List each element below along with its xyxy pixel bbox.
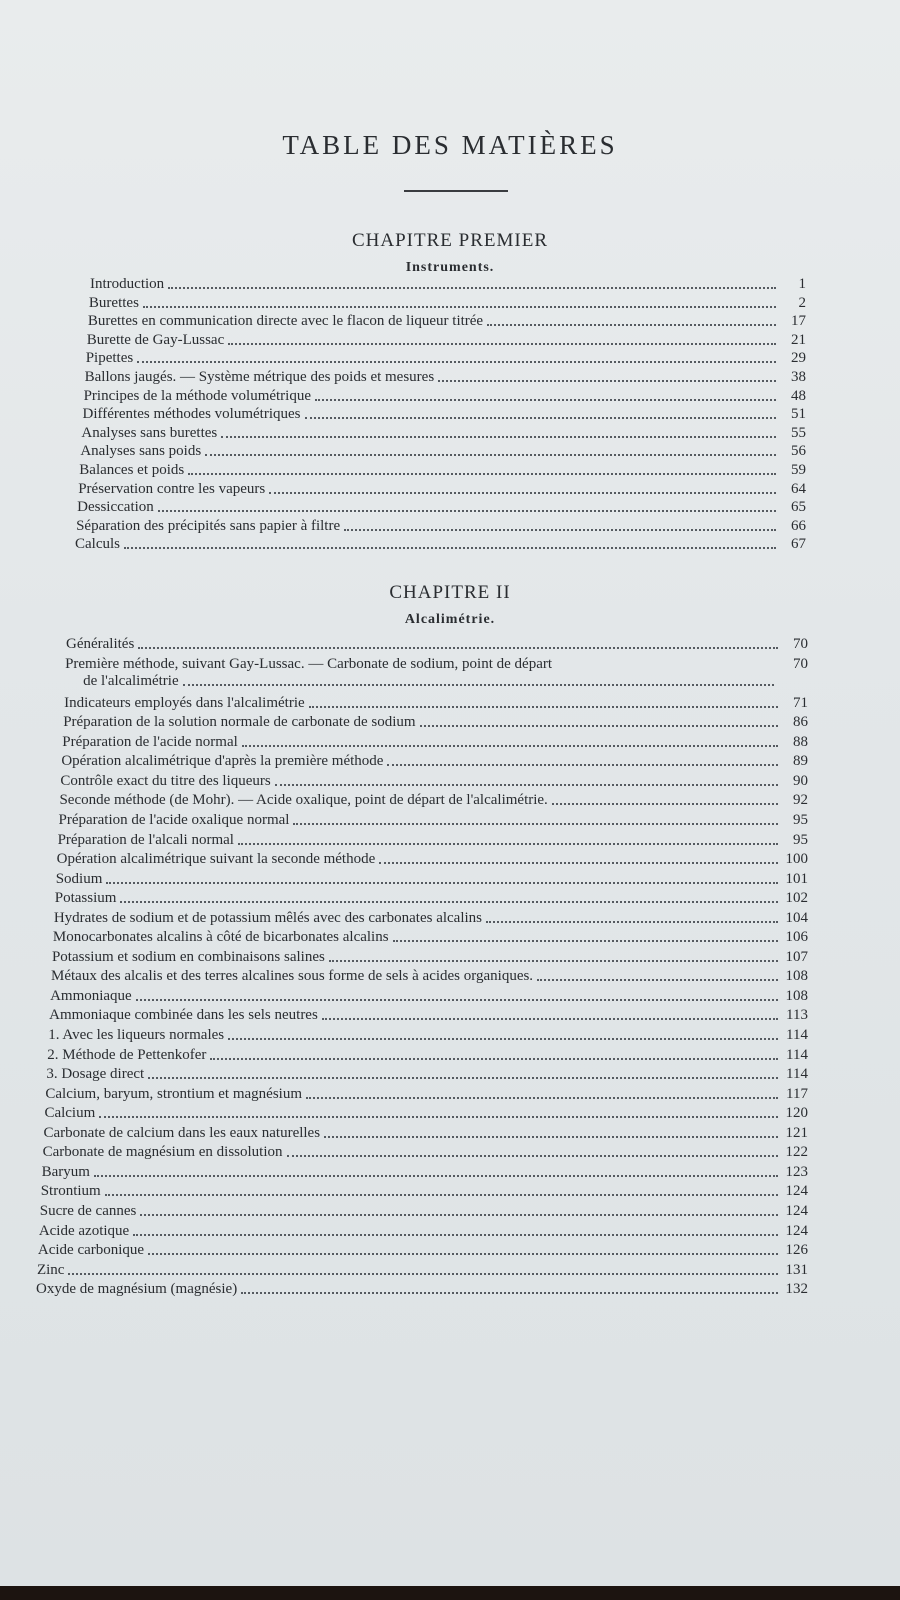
dot-leader (168, 287, 776, 289)
chapter-1-heading: CHAPITRE PREMIER (352, 230, 548, 251)
toc-entry-title: Préparation de l'acide normal (62, 733, 238, 750)
toc-entry-title: Burettes en communication directe avec le flacon de liqueur titrée (87, 313, 484, 330)
toc-page-number: 114 (786, 1066, 808, 1083)
toc-entry-title: Seconde méthode (de Mohr). — Acide oxalique, point de départ de l'alcalimétrie. (59, 792, 548, 809)
toc-entry-title: Première méthode, suivant Gay-Lussac. — Carbonate de sodium, point de départ (65, 655, 553, 672)
toc-entry (40, 1203, 808, 1220)
dot-leader (183, 684, 774, 686)
toc-entry (83, 406, 807, 423)
toc-page-number: 48 (790, 387, 806, 404)
dot-leader (387, 764, 778, 766)
toc-entry (48, 1027, 808, 1044)
toc-page-number: 92 (793, 792, 808, 809)
toc-entry-title: 1. Avec les liqueurs normales (48, 1027, 225, 1043)
toc-page-number: 106 (785, 929, 808, 946)
toc-entry-title: Généralités (66, 636, 135, 652)
toc-page-number: 59 (790, 462, 806, 478)
toc-page-number: 64 (790, 480, 806, 497)
toc-entry-title: Potassium (54, 890, 117, 907)
toc-page-number: 89 (793, 753, 808, 770)
toc-entry-title: Ammoniaque (50, 987, 132, 1004)
dot-leader (315, 399, 776, 401)
toc-entry (37, 1262, 808, 1279)
dot-leader (158, 510, 776, 512)
toc-entry (84, 388, 806, 405)
dot-leader (148, 1253, 778, 1255)
toc-entry (59, 792, 808, 809)
dot-leader (305, 417, 777, 419)
toc-entry (63, 714, 808, 731)
toc-entry-title: Acide carbonique (37, 1242, 145, 1259)
toc-entry-title: Contrôle exact du titre des liqueurs (60, 772, 271, 789)
toc-entry (39, 1223, 808, 1240)
toc-entry (77, 499, 806, 516)
dot-leader (228, 343, 776, 345)
dot-leader (148, 1077, 778, 1079)
dot-leader (205, 454, 776, 456)
toc-entry (76, 518, 806, 535)
dot-leader (329, 960, 778, 962)
toc-page-number: 108 (785, 968, 808, 985)
toc-entry-title: Zinc (36, 1261, 65, 1278)
dot-leader (137, 361, 776, 363)
toc-entry (88, 313, 806, 330)
toc-entry (50, 988, 808, 1005)
toc-page-number: 120 (785, 1105, 808, 1122)
toc-page-number: 70 (793, 636, 808, 652)
toc-page-number: 90 (793, 772, 808, 789)
chapter-2-subheading: Alcalimétrie. (404, 612, 496, 627)
dot-leader (138, 647, 778, 649)
dot-leader (275, 784, 778, 786)
toc-entry (61, 753, 808, 770)
dot-leader (99, 1116, 778, 1118)
toc-entry (44, 1105, 808, 1122)
page-title: TABLE DES MATIÈRES (282, 130, 618, 160)
toc-page-number: 114 (786, 1046, 808, 1063)
dot-leader (379, 862, 778, 864)
toc-entry-title: Pipettes (85, 350, 134, 367)
toc-entry-title: Burette de Gay-Lussac (86, 331, 225, 348)
dot-leader (420, 725, 778, 727)
toc-entry-title: Calcium (44, 1105, 96, 1122)
toc-entry-title: Hydrates de sodium et de potassium mêlés avec des carbonates alcalins (53, 909, 483, 926)
toc-entry-title: Sodium (55, 870, 103, 887)
dot-leader (136, 999, 778, 1001)
toc-page-number: 113 (786, 1007, 808, 1024)
toc-page-number: 124 (785, 1183, 808, 1200)
toc-entry-title: Ballons jaugés. — Système métrique des poids et mesures (84, 369, 435, 385)
toc-page-number: 117 (786, 1085, 808, 1102)
dot-leader (487, 324, 776, 326)
dot-leader (133, 1234, 778, 1236)
toc-entry (80, 443, 806, 460)
dot-leader (306, 1097, 778, 1099)
toc-page-number: 86 (793, 714, 808, 731)
toc-entry-title: Carbonate de calcium dans les eaux naturelles (43, 1124, 321, 1141)
dot-leader (241, 1292, 778, 1294)
toc-entry (60, 773, 808, 790)
toc-entry (52, 949, 808, 966)
dot-leader (94, 1175, 778, 1177)
toc-entry-title: Calculs (75, 536, 120, 553)
toc-page-number: 66 (790, 517, 806, 534)
toc-page-number: 71 (793, 694, 808, 711)
toc-entry-title: 2. Méthode de Pettenkofer (47, 1046, 207, 1063)
toc-entry-title: Potassium et sodium en combinaisons salines (51, 948, 325, 965)
toc-entry (87, 332, 806, 349)
toc-entry-title: Indicateurs employés dans l'alcalimétrie (64, 694, 305, 711)
toc-entry (64, 695, 808, 712)
toc-entry (55, 890, 808, 907)
dot-leader (188, 473, 776, 475)
toc-page-number: 132 (785, 1281, 808, 1298)
toc-entry-title: Séparation des précipités sans papier à filtre (76, 517, 341, 534)
toc-page-number: 123 (785, 1163, 808, 1180)
toc-entry-title: Monocarbonates alcalins à côté de bicarbonates alcalins (52, 929, 389, 946)
toc-page-number: 56 (790, 443, 806, 460)
toc-entry (46, 1066, 808, 1083)
chapter-2-heading: CHAPITRE II (389, 582, 511, 603)
toc-entry-title: Carbonate de magnésium en dissolution (42, 1144, 283, 1161)
dot-leader (287, 1155, 778, 1157)
toc-page-number: 29 (790, 350, 806, 367)
toc-entry (51, 968, 808, 985)
toc-page-number: 88 (793, 733, 808, 750)
toc-entry (79, 462, 806, 479)
toc-page-number: 114 (786, 1027, 808, 1043)
toc-page-number: 21 (790, 331, 806, 348)
dot-leader (293, 823, 778, 825)
toc-entry (89, 295, 806, 312)
toc-entry (45, 1086, 808, 1103)
toc-entry-title: Métaux des alcalis et des terres alcalines sous forme de sels à acides organiques. (51, 968, 534, 985)
toc-page-number: 65 (790, 499, 806, 516)
toc-page-number: 1 (798, 276, 806, 292)
toc-page-number: 122 (785, 1144, 808, 1161)
dot-leader (106, 882, 778, 884)
toc-entry-title: Baryum (41, 1163, 90, 1180)
toc-page-number: 108 (785, 987, 808, 1004)
toc-entry (75, 536, 806, 553)
toc-entry-title-continued: de l'alcalimétrie (83, 672, 179, 689)
toc-entry (78, 481, 806, 498)
toc-page-number: 102 (785, 890, 808, 907)
toc-entry-title: Différentes méthodes volumétriques (82, 406, 301, 423)
toc-entry (90, 276, 806, 293)
toc-page-number: 51 (791, 406, 806, 423)
toc-entry-title: Sucre de cannes (39, 1202, 137, 1219)
title-rule (404, 190, 508, 192)
toc-entry (42, 1164, 808, 1181)
toc-page-number: 124 (785, 1222, 808, 1239)
toc-entry-title: Analyses sans burettes (81, 424, 218, 441)
dot-leader (344, 529, 776, 531)
toc-entry-title: Préparation de la solution normale de carbonate de sodium (63, 714, 416, 731)
dot-leader (393, 940, 778, 942)
toc-entry (53, 929, 808, 946)
toc-entry (56, 871, 808, 888)
toc-entry-title: Burettes (88, 294, 139, 311)
toc-entry-title: Préparation de l'alcali normal (57, 831, 234, 848)
toc-page-number: 67 (791, 536, 806, 553)
toc-entry (43, 1144, 808, 1161)
dot-leader (322, 1018, 778, 1020)
dot-leader (68, 1273, 778, 1275)
toc-entry-title: Principes de la méthode volumétrique (83, 387, 312, 404)
toc-entry-title: Opération alcalimétrique suivant la seconde méthode (56, 851, 376, 868)
toc-entry (86, 350, 806, 367)
toc-entry (58, 832, 808, 849)
toc-entry (85, 369, 806, 386)
toc-page-number: 124 (785, 1202, 808, 1219)
dot-leader (242, 745, 778, 747)
toc-entry-title: Oxyde de magnésium (magnésie) (36, 1281, 238, 1298)
toc-entry-title: Préparation de l'acide oxalique normal (58, 811, 290, 828)
toc-entry (59, 812, 809, 829)
toc-page-number: 38 (790, 369, 806, 385)
toc-page-number: 95 (793, 811, 808, 828)
dot-leader (269, 492, 776, 494)
toc-entry (36, 1281, 808, 1298)
toc-page-number: 2 (798, 294, 806, 311)
toc-entry (49, 1007, 808, 1024)
toc-entry-title: Introduction (90, 276, 165, 292)
dot-leader (105, 1194, 778, 1196)
toc-page-number: 121 (785, 1124, 808, 1141)
toc-entry (44, 1125, 809, 1142)
toc-page-number: 104 (785, 909, 808, 926)
dot-leader (309, 706, 778, 708)
toc-entry-title: Analyses sans poids (80, 443, 202, 460)
dot-leader (140, 1214, 778, 1216)
toc-entry-title: Ammoniaque combinée dans les sels neutres (49, 1007, 318, 1024)
toc-entry-title: Opération alcalimétrique d'après la première méthode (61, 753, 384, 770)
toc-entry (66, 636, 808, 653)
dot-leader (228, 1038, 778, 1040)
toc-entry-title: Calcium, baryum, strontium et magnésium (45, 1085, 303, 1102)
toc-page-number: 100 (785, 851, 808, 868)
dot-leader (324, 1136, 778, 1138)
toc-entry (65, 656, 808, 690)
dot-leader (238, 843, 778, 845)
toc-page-number: 107 (785, 948, 808, 965)
toc-entry-title: Acide azotique (38, 1222, 130, 1239)
toc-page-number: 126 (785, 1242, 808, 1259)
toc-page-number: 95 (793, 831, 808, 848)
toc-page-number: 131 (785, 1261, 808, 1278)
toc-entry (81, 425, 806, 442)
toc-entry-title: Dessiccation (77, 499, 154, 516)
toc-entry (41, 1183, 808, 1200)
dot-leader (120, 901, 778, 903)
dot-leader (210, 1058, 778, 1060)
toc-entry-title: Strontium (40, 1183, 101, 1200)
toc-entry (54, 910, 808, 927)
toc-entry-title: 3. Dosage direct (46, 1066, 145, 1083)
toc-page-number: 70 (793, 655, 808, 672)
dot-leader (486, 921, 778, 923)
toc-entry-title: Balances et poids (79, 462, 185, 478)
dot-leader (552, 803, 778, 805)
dot-leader (438, 380, 776, 382)
toc-entry (62, 734, 808, 751)
toc-page-number: 101 (785, 870, 808, 887)
dot-leader (537, 979, 778, 981)
dot-leader (124, 547, 776, 549)
dot-leader (143, 306, 776, 308)
toc-entry-title: Préservation contre les vapeurs (78, 480, 266, 497)
chapter-1-subheading: Instruments. (405, 260, 495, 275)
dot-leader (221, 436, 776, 438)
toc-entry (47, 1047, 808, 1064)
toc-page-number: 17 (790, 313, 806, 330)
toc-page-number: 55 (790, 424, 806, 441)
toc-entry (57, 851, 808, 868)
toc-entry (38, 1242, 808, 1259)
